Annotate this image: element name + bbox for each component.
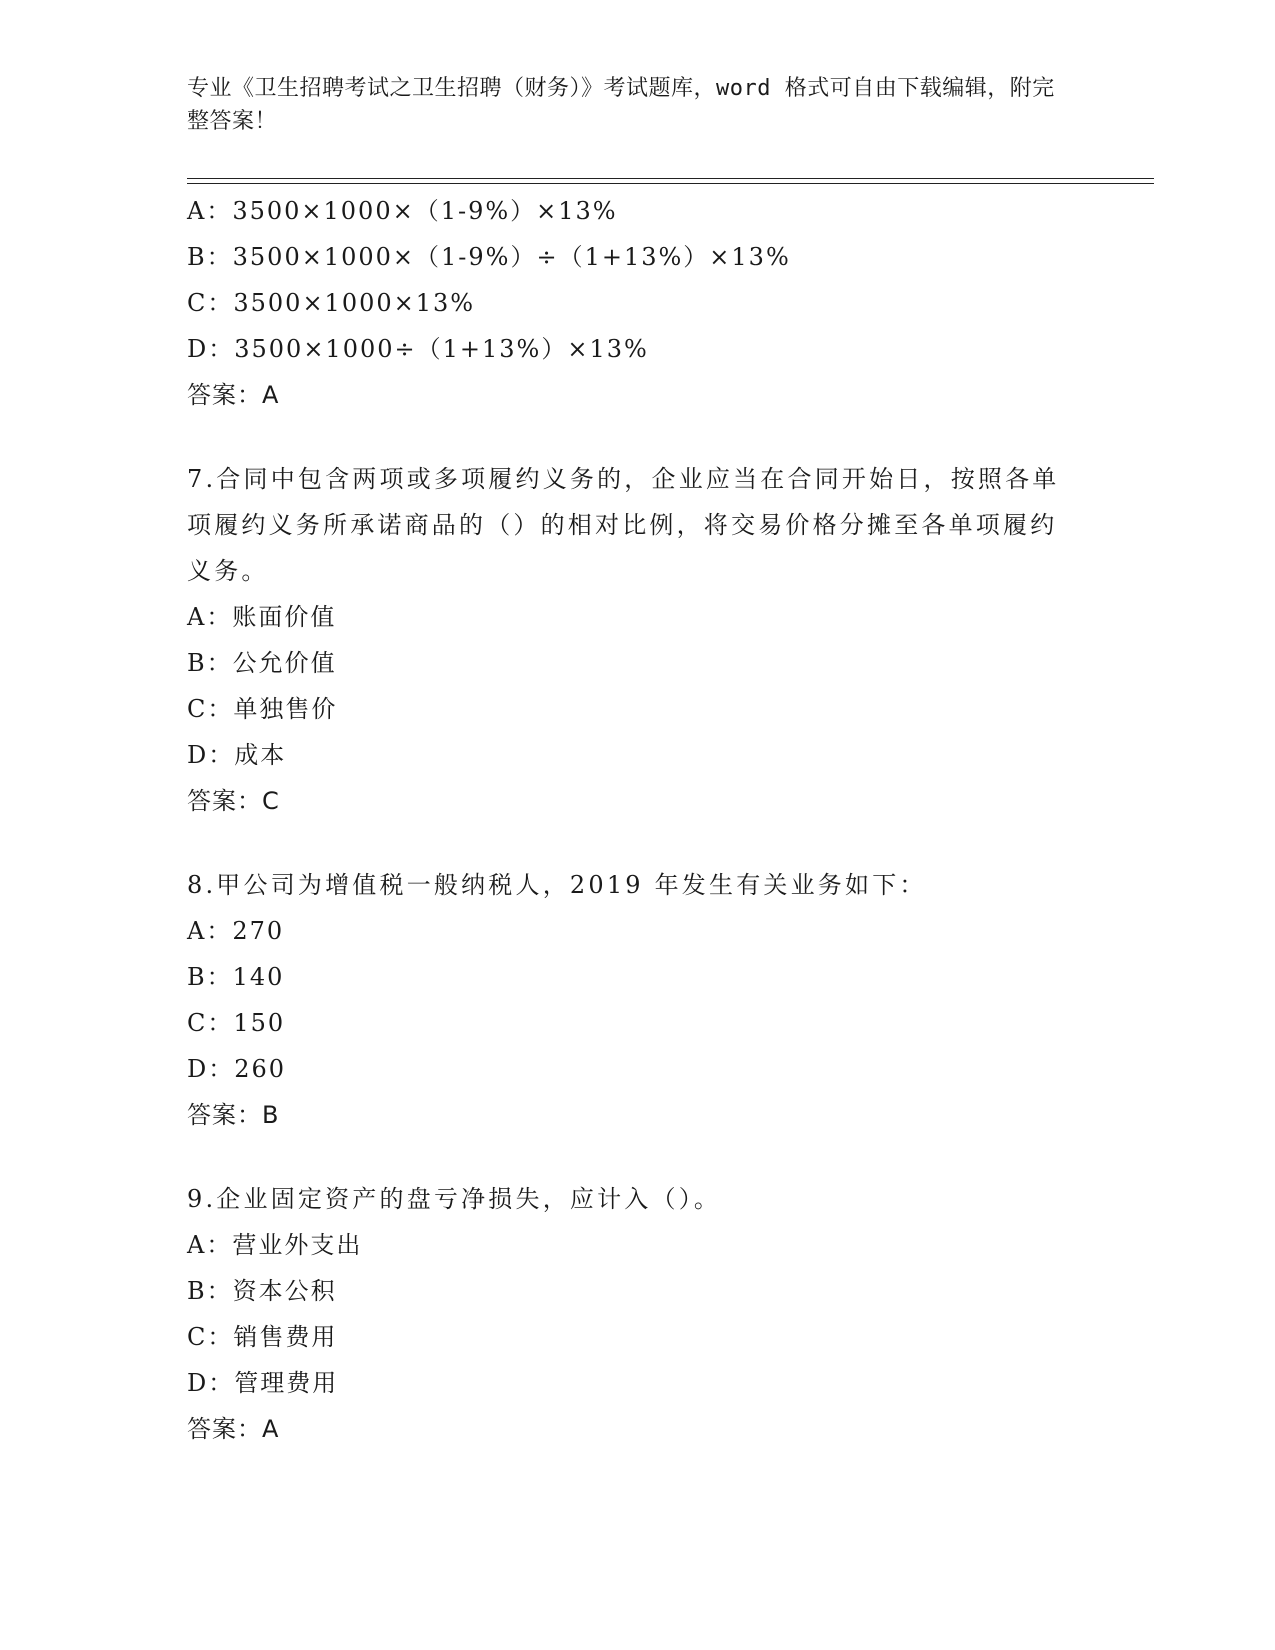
option-c: C：销售费用 — [187, 1323, 338, 1351]
question-9 — [187, 1176, 1087, 1452]
question-text: 7.合同中包含两项或多项履约义务的，企业应当在合同开始日，按照各单项履约义务所承诺商品的（）的相对比例，将交易价格分摊至各单项履约义务。 — [187, 465, 1060, 585]
option-d: D：3500×1000÷（1+13%）×13% — [187, 335, 649, 363]
document-header: 专业《卫生招聘考试之卫生招聘（财务）》考试题库，word 格式可自由下载编辑，附完整答案！ — [187, 76, 1055, 134]
question-7 — [187, 456, 1087, 824]
option-b: B：公允价值 — [187, 649, 337, 677]
question-list — [187, 188, 1087, 1452]
option-a: A：账面价值 — [187, 603, 337, 631]
answer-line: 答案：C — [187, 787, 280, 815]
question-continuation — [187, 188, 1087, 418]
answer-line: 答案：A — [187, 1415, 280, 1443]
header-divider — [187, 178, 1154, 179]
option-c: C：150 — [187, 1009, 286, 1037]
answer-line: 答案：B — [187, 1101, 280, 1129]
option-d: D：260 — [187, 1055, 287, 1083]
option-b: B：140 — [187, 963, 285, 991]
spacer — [187, 418, 1087, 456]
header-divider-secondary — [187, 183, 1154, 184]
option-c: C：单独售价 — [187, 695, 338, 723]
option-a: A：3500×1000×（1-9%）×13% — [187, 197, 618, 225]
option-a: A：营业外支出 — [187, 1231, 363, 1259]
answer-line: 答案：A — [187, 381, 280, 409]
option-a: A：270 — [187, 917, 285, 945]
option-d: D：管理费用 — [187, 1369, 339, 1397]
option-b: B：3500×1000×（1-9%）÷（1+13%）×13% — [187, 243, 791, 271]
question-text: 8.甲公司为增值税一般纳税人，2019 年发生有关业务如下： — [187, 871, 927, 899]
option-c: C：3500×1000×13% — [187, 289, 476, 317]
spacer — [187, 824, 1087, 862]
option-b: B：资本公积 — [187, 1277, 337, 1305]
question-text: 9.企业固定资产的盘亏净损失，应计入（）。 — [187, 1185, 722, 1213]
option-d: D：成本 — [187, 741, 287, 769]
question-8 — [187, 862, 1087, 1138]
spacer — [187, 1138, 1087, 1176]
